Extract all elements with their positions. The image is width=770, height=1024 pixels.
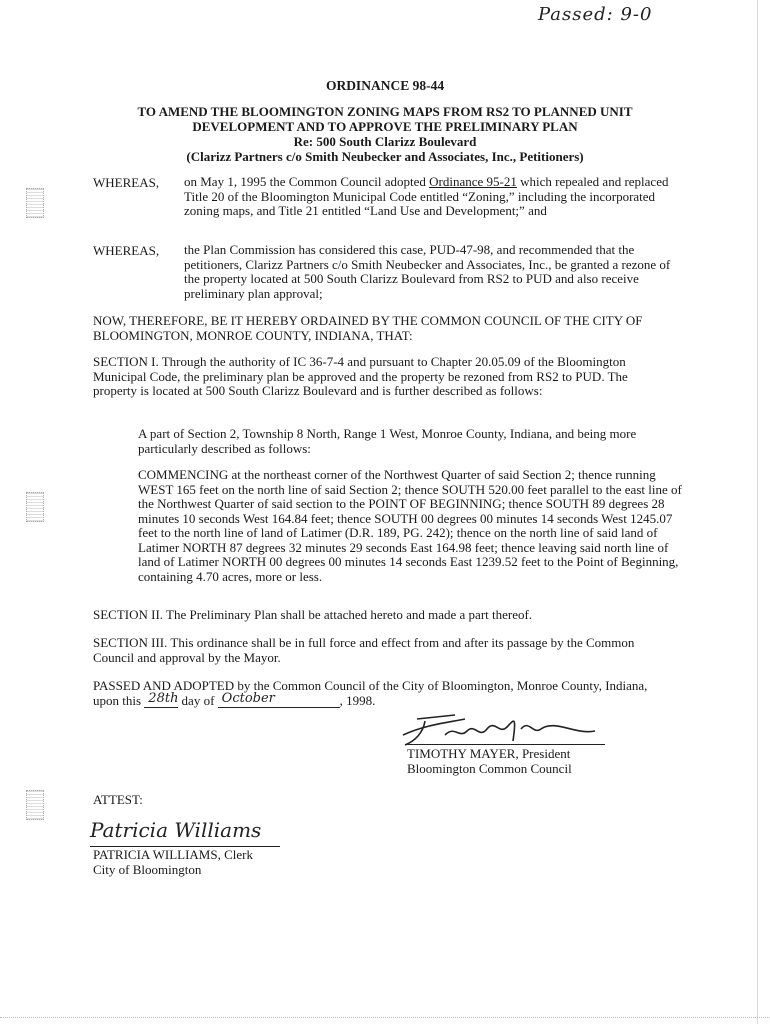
- president-name-title: TIMOTHY MAYER, President: [407, 746, 571, 761]
- president-body: Bloomington Common Council: [407, 761, 572, 776]
- legal-description: COMMENCING at the northeast corner of the Northwest Quarter of said Section 2; thence running WEST 165 feet on the north line of said Section 2; thence SOUTH 520.00 feet parallel to the east line of the Northwest Quarter of said section to the POINT OF BEGINNING; thence SOUTH 89 degrees 28 minutes 10 seconds West 164.84 feet; thence SOUTH 00 degrees 00 minutes 14 seconds West 1245.07 feet to the north line of land of Latimer (D.R. 189, PG. 242); thence on the north line of said land of Latimer NORTH 87 degrees 32 minutes 29 seconds East 164.98 feet; thence leaving said north line of land of Latimer NORTH 00 degrees 00 minutes 14 seconds East 1239.52 feet to the Point of Beginning, containing 4.70 acres, more or less.: [138, 467, 682, 584]
- attest-label: ATTEST:: [93, 792, 143, 807]
- section-three: SECTION III. This ordinance shall be in full force and effect from and after its passage by the Common Council and approval by the Mayor.: [93, 635, 635, 665]
- whereas-1-text-b: which repealed and replaced Title 20 of the Bloomington Municipal Code entitled “Zoning,” including the incorporated zoning maps, and Title 21 entitled “Land Use and Development;” and: [184, 174, 669, 218]
- whereas-1-text-a: on May 1, 1995 the Common Council adopted: [184, 174, 430, 189]
- handwritten-month: October: [221, 690, 275, 706]
- ordinance-number: ORDINANCE 98-44: [325, 78, 445, 93]
- page-edge: [757, 0, 758, 1024]
- whereas-clause-2: the Plan Commission has considered this case, PUD-47-98, and recommended that the petitioners, Clarizz Partners c/o Smith Neubecker and Associates, Inc., be granted a rezone of the property located at 500 South Clarizz Boulevard from RS2 to PUD and also receive preliminary plan approval;: [184, 242, 671, 301]
- whereas-label-1: WHEREAS,: [93, 175, 160, 190]
- clerk-city: City of Bloomington: [93, 862, 202, 877]
- year-text: , 1998.: [339, 692, 376, 708]
- clerk-signature: Patricia Williams: [90, 818, 262, 842]
- section-one: SECTION I. Through the authority of IC 36-7-4 and pursuant to Chapter 20.05.09 of the Bloomington Municipal Code, the preliminary plan be approved and the property be rezoned from RS2 to PUD. The property is located at 500 South Clarizz Boulevard and is further described as follows:: [93, 354, 628, 398]
- passed-text: PASSED AND ADOPTED by the Common Council of the City of Bloomington, Monroe County, Indiana, upon this: [93, 678, 648, 708]
- month-blank: [218, 690, 340, 708]
- subject-line-1: TO AMEND THE BLOOMINGTON ZONING MAPS FROM RS2 TO PLANNED UNIT: [137, 104, 633, 119]
- day-of-text: day of: [181, 692, 215, 708]
- legal-intro: A part of Section 2, Township 8 North, Range 1 West, Monroe County, Indiana, and being more particularly described as follows:: [138, 426, 637, 456]
- day-blank: [144, 690, 179, 708]
- scan-noise: [0, 1017, 770, 1020]
- clerk-name-title: PATRICIA WILLIAMS, Clerk: [93, 847, 253, 862]
- president-signature-line: [405, 744, 605, 745]
- ordinance-subject: [0, 104, 770, 164]
- scan-artifact: [26, 790, 44, 820]
- ordinance-reference-link[interactable]: Ordinance 95-21: [429, 174, 517, 189]
- whereas-clause-1: [184, 175, 684, 219]
- now-therefore-clause: NOW, THEREFORE, BE IT HEREBY ORDAINED BY THE COMMON COUNCIL OF THE CITY OF BLOOMINGTON, MONROE COUNTY, INDIANA, THAT:: [93, 313, 643, 343]
- scan-artifact: [26, 492, 44, 522]
- subject-line-2: DEVELOPMENT AND TO APPROVE THE PRELIMINARY PLAN: [192, 119, 578, 134]
- subject-line-3: Re: 500 South Clarizz Boulevard: [293, 134, 477, 149]
- scan-artifact: [26, 188, 44, 218]
- subject-line-4: (Clarizz Partners c/o Smith Neubecker and Associates, Inc., Petitioners): [186, 149, 584, 164]
- handwritten-day: 28th: [148, 690, 179, 706]
- passed-adopted-clause: [93, 679, 653, 708]
- passed-annotation: Passed: 9-0: [538, 4, 653, 25]
- section-two: SECTION II. The Preliminary Plan shall be attached hereto and made a part thereof.: [93, 607, 533, 622]
- whereas-label-2: WHEREAS,: [93, 243, 160, 258]
